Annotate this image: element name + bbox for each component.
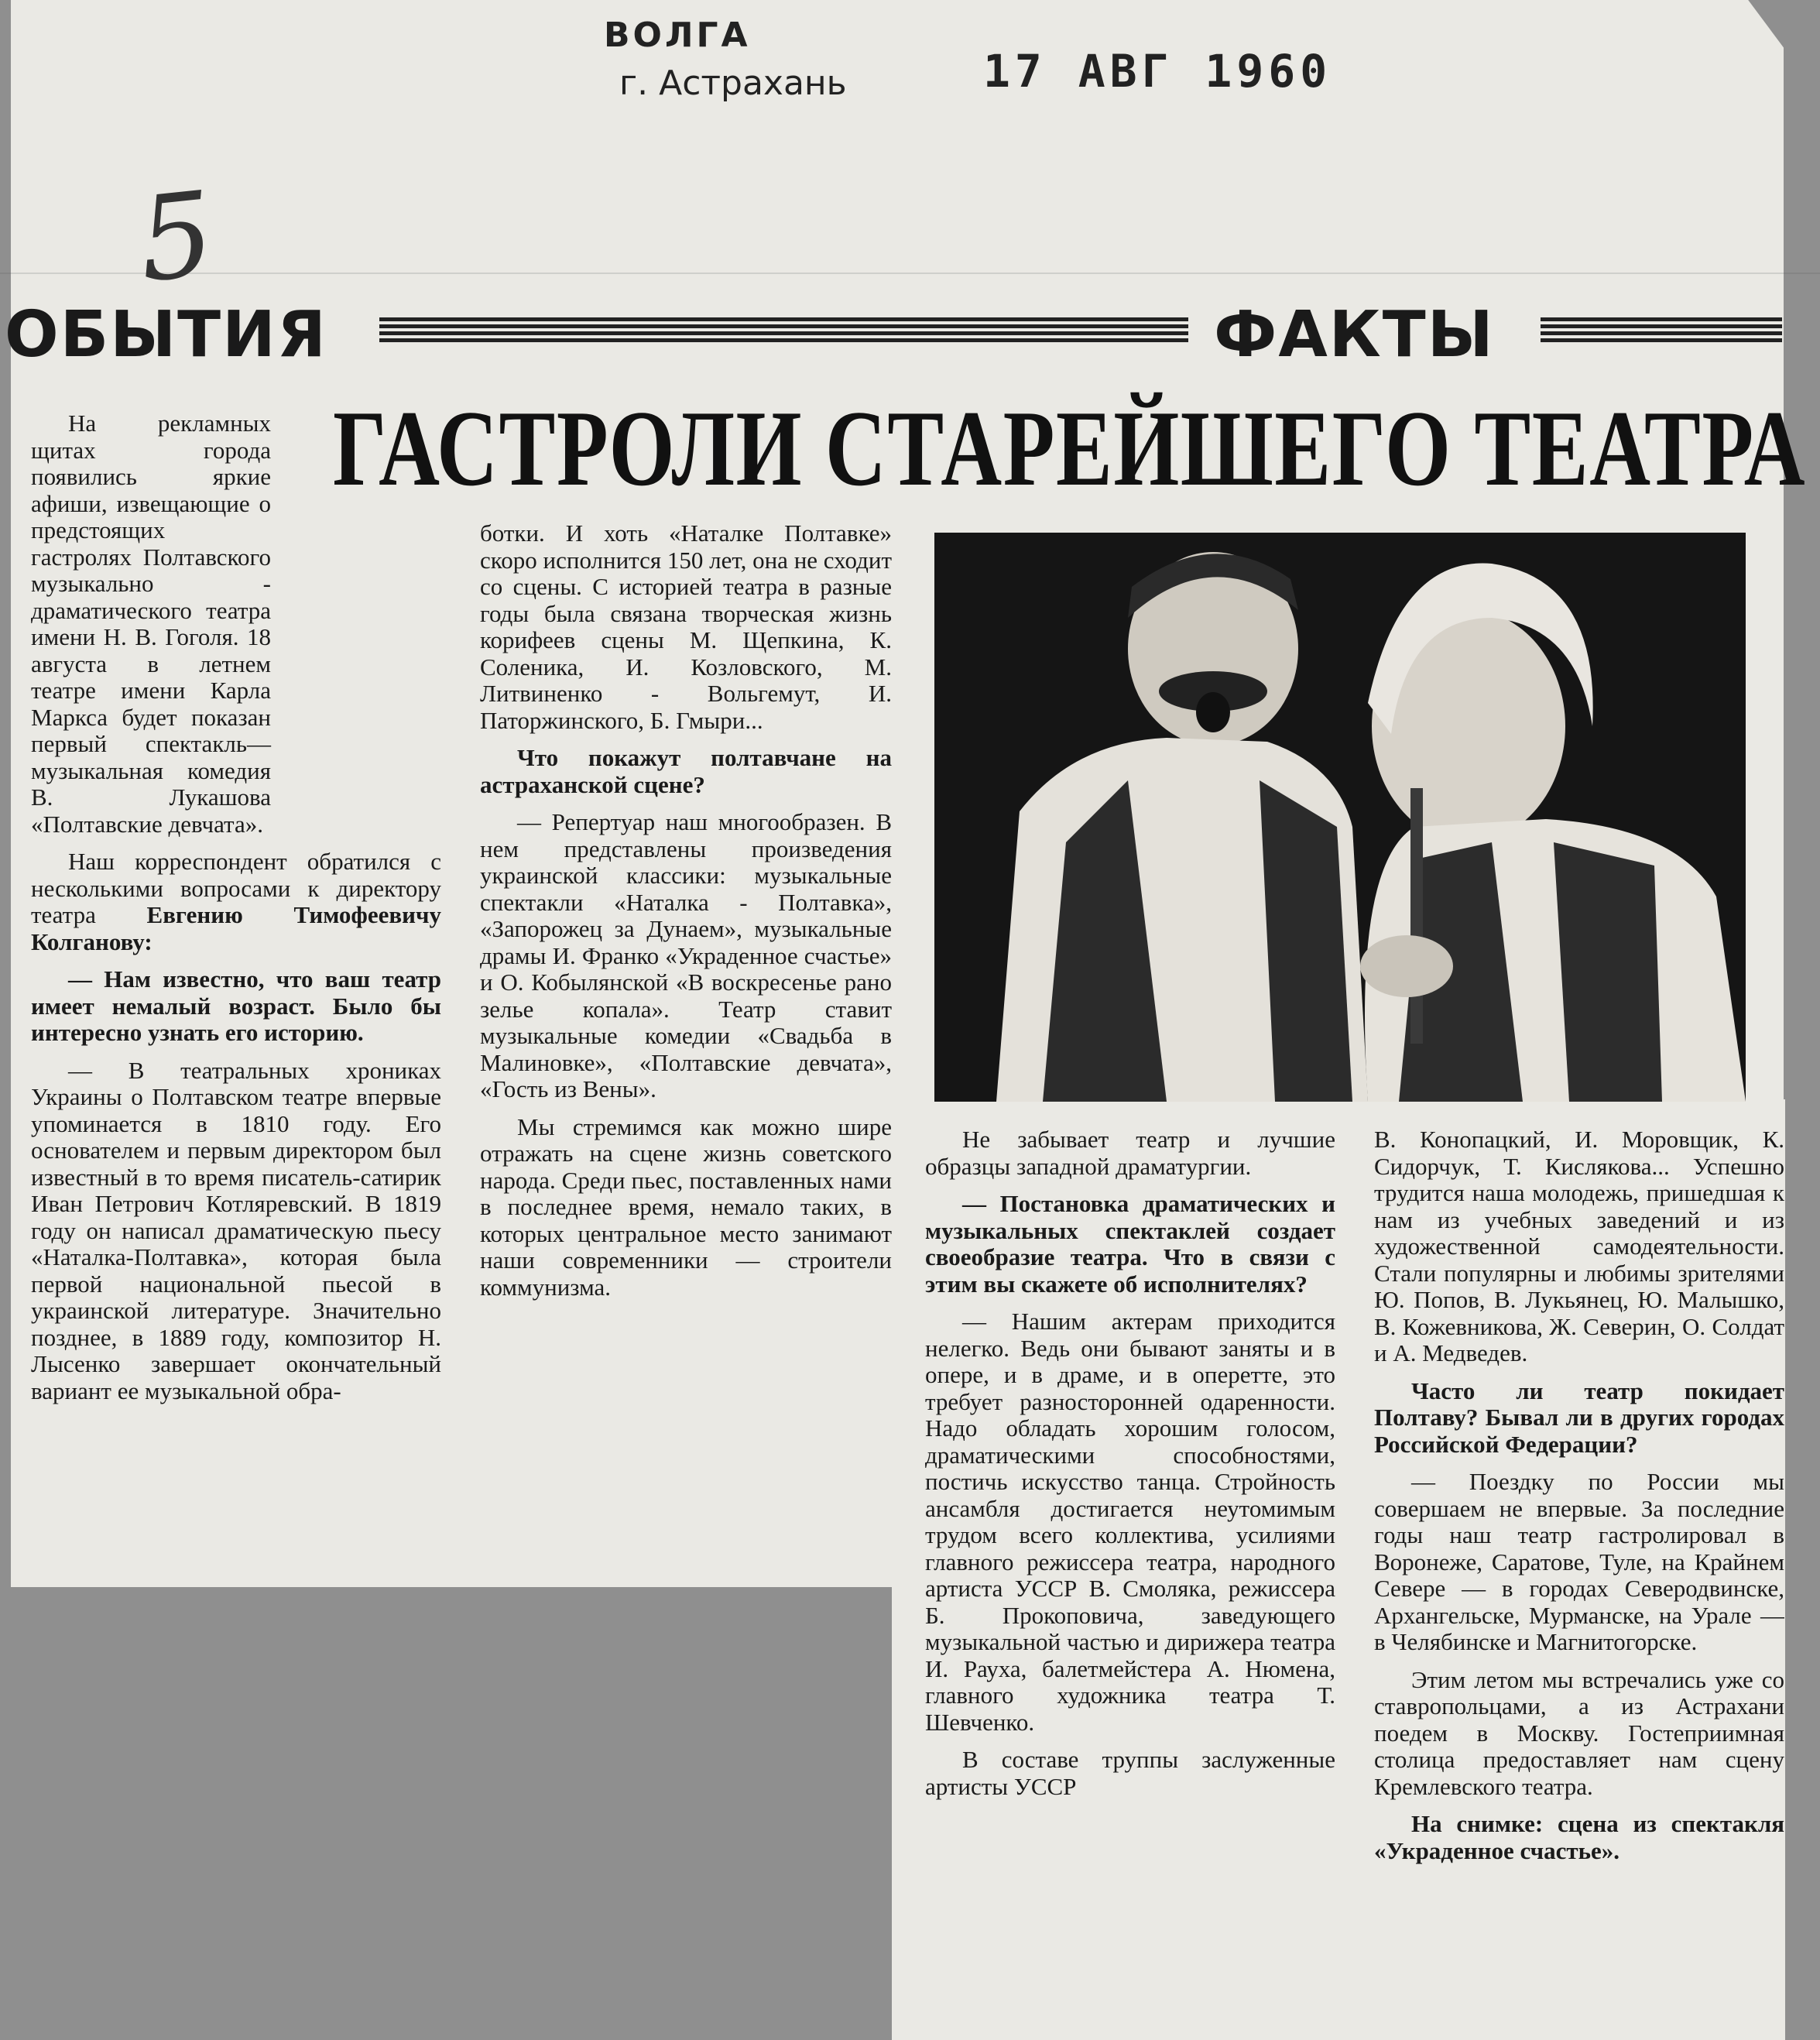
article-column-4 <box>1374 1126 1784 2040</box>
article-column-2 <box>480 520 892 1589</box>
newspaper-name-stamp: ВОЛГА <box>604 15 751 55</box>
answer-3: — Нашим актерам приходится нелегко. Ведь они бывают заняты и в опере, и в драме, и в оперетте, это требует разносторонней одаренности. Надо обладать хорошим голосом, драматическими способностями, постичь искусство танца. Стройность ансамбля достигается неутомимым трудом всего коллектива, усилиями главного режиссера театра, народного артиста УССР В. Смоляка, режиссера Б. Прокоповича, заведующего музыкальной частью и дирижера театра И. Рауха, балетмейстера А. Нюмена, главного художника театра Т. Шевченко. <box>925 1308 1335 1736</box>
question-1: — Нам известно, что ваш театр имеет немалый возраст. Было бы интересно узнать его историю. <box>31 965 441 1046</box>
question-3: — Постановка драматических и музыкальных спектаклей создает своеобразие театра. Что в связи с этим вы скажете об исполнителях? <box>925 1190 1335 1298</box>
article-intro: На рекламных щитах города появились яркие афиши, извещающие о предстоящих гастролях Полтавского музыкально - драматического театра имени Н. В. Гоголя. 18 августа в летнем театре имени Карла Маркса будет показан первый спектакль— музыкальная комедия В. Лукашова «Полтавские девчата». <box>31 410 271 838</box>
article-paragraph-text: Наш корреспондент обратился с несколькими вопросами к директору театра <box>31 848 441 928</box>
article-paragraph <box>31 849 441 955</box>
scene-photo-illustration <box>934 533 1746 1102</box>
rubric-rule-right <box>1541 317 1782 344</box>
city-stamp: г. Астрахань <box>619 63 847 103</box>
answer-2: — Репертуар наш многообразен. В нем представлены произведения украинской классики: музыкальные спектакли «Наталка - Полтавка», «Запорожец за Дунаем», музыкальные драмы И. Франко «Украденное счастье» и О. Кобылянской «В воскресенье рано зелье копала». Театр ставит музыкальные комедии «Свадьба в Малиновке», «Полтавские девчата», «Гость из Вены». <box>480 808 892 1102</box>
date-stamp: 17 АВГ 1960 <box>983 45 1332 98</box>
answer-4-continued: Этим летом мы встречались уже со ставропольцами, а из Астрахани поедем в Москву. Гостеприимная столица предоставляет нам сцену Кремлевского театра. <box>1374 1665 1784 1800</box>
rubric-left: ОБЫТИЯ <box>5 298 327 372</box>
article-paragraph: Не забывает театр и лучшие образцы западной драматургии. <box>925 1126 1335 1180</box>
article-column-1 <box>31 410 441 1579</box>
article-column-3 <box>925 1126 1335 2040</box>
handwritten-number: 5 <box>132 166 221 309</box>
answer-2-continued: Мы стремимся как можно шире отражать на сцене жизнь советского народа. Среди пьес, поставленных нами в последнее время, немало таких, в которых центральное место занимают наши современники — строители коммунизма. <box>480 1113 892 1301</box>
question-2: Что покажут полтавчане на астраханской сцене? <box>480 744 892 798</box>
answer-4: — Поездку по России мы совершаем не впервые. За последние годы наш театр гастролировал в Воронеже, Саратове, Туле, на Крайнем Севере — в городах Северодвинске, Архангельске, Мурманске, на Урале — в Челябинске и Магнитогорске. <box>1374 1468 1784 1655</box>
scan-artifact-line <box>0 273 1820 274</box>
photo-caption: На снимке: сцена из спектакля «Украденное счастье». <box>1374 1810 1784 1864</box>
answer-3-continued: В составе труппы заслуженные артисты УССР <box>925 1746 1335 1800</box>
rubric-right: ФАКТЫ <box>1214 298 1495 372</box>
director-name: Евгению Тимофеевичу Колганову: <box>31 901 441 955</box>
headline: ГАСТРОЛИ СТАРЕЙШЕГО ТЕАТРА <box>333 389 1807 509</box>
answer-1: — В театральных хрониках Украины о Полтавском театре впервые упоминается в 1810 году. Его основателем и первым директором был известный в то время писатель-сатирик Иван Петрович Котляревский. В 1819 году он написал драматическую пьесу «Наталка-Полтавка», которая была первой национальной пьесой в украинской литературе. Значительно позднее, в 1889 году, композитор Н. Лысенко завершает окончательный вариант ее музыкальной обра- <box>31 1056 441 1404</box>
answer-3-end: В. Конопацкий, И. Моровщик, К. Сидорчук, Т. Кислякова... Успешно трудится наша молодежь, пришедшая к нам из учебных заведений и из художественной самодеятельности. Стали популярны и любимы зрителями Ю. Попов, В. Лукьянец, Ю. Малышко, В. Кожевникова, Ж. Северин, О. Солдат и А. Медведев. <box>1374 1126 1784 1366</box>
scene-photo <box>934 533 1746 1102</box>
rubric-rule-left <box>379 317 1188 344</box>
question-4: Часто ли театр покидает Полтаву? Бывал ли в других городах Российской Федерации? <box>1374 1377 1784 1458</box>
answer-1-continued: ботки. И хоть «Наталке Полтавке» скоро исполнится 150 лет, она не сходит со сцены. С историей театра в разные годы была связана творческая жизнь корифеев сцены М. Щепкина, К. Соленика, И. Козловского, М. Литвиненко - Вольгемут, И. Паторжинского, Б. Гмыри... <box>480 520 892 734</box>
